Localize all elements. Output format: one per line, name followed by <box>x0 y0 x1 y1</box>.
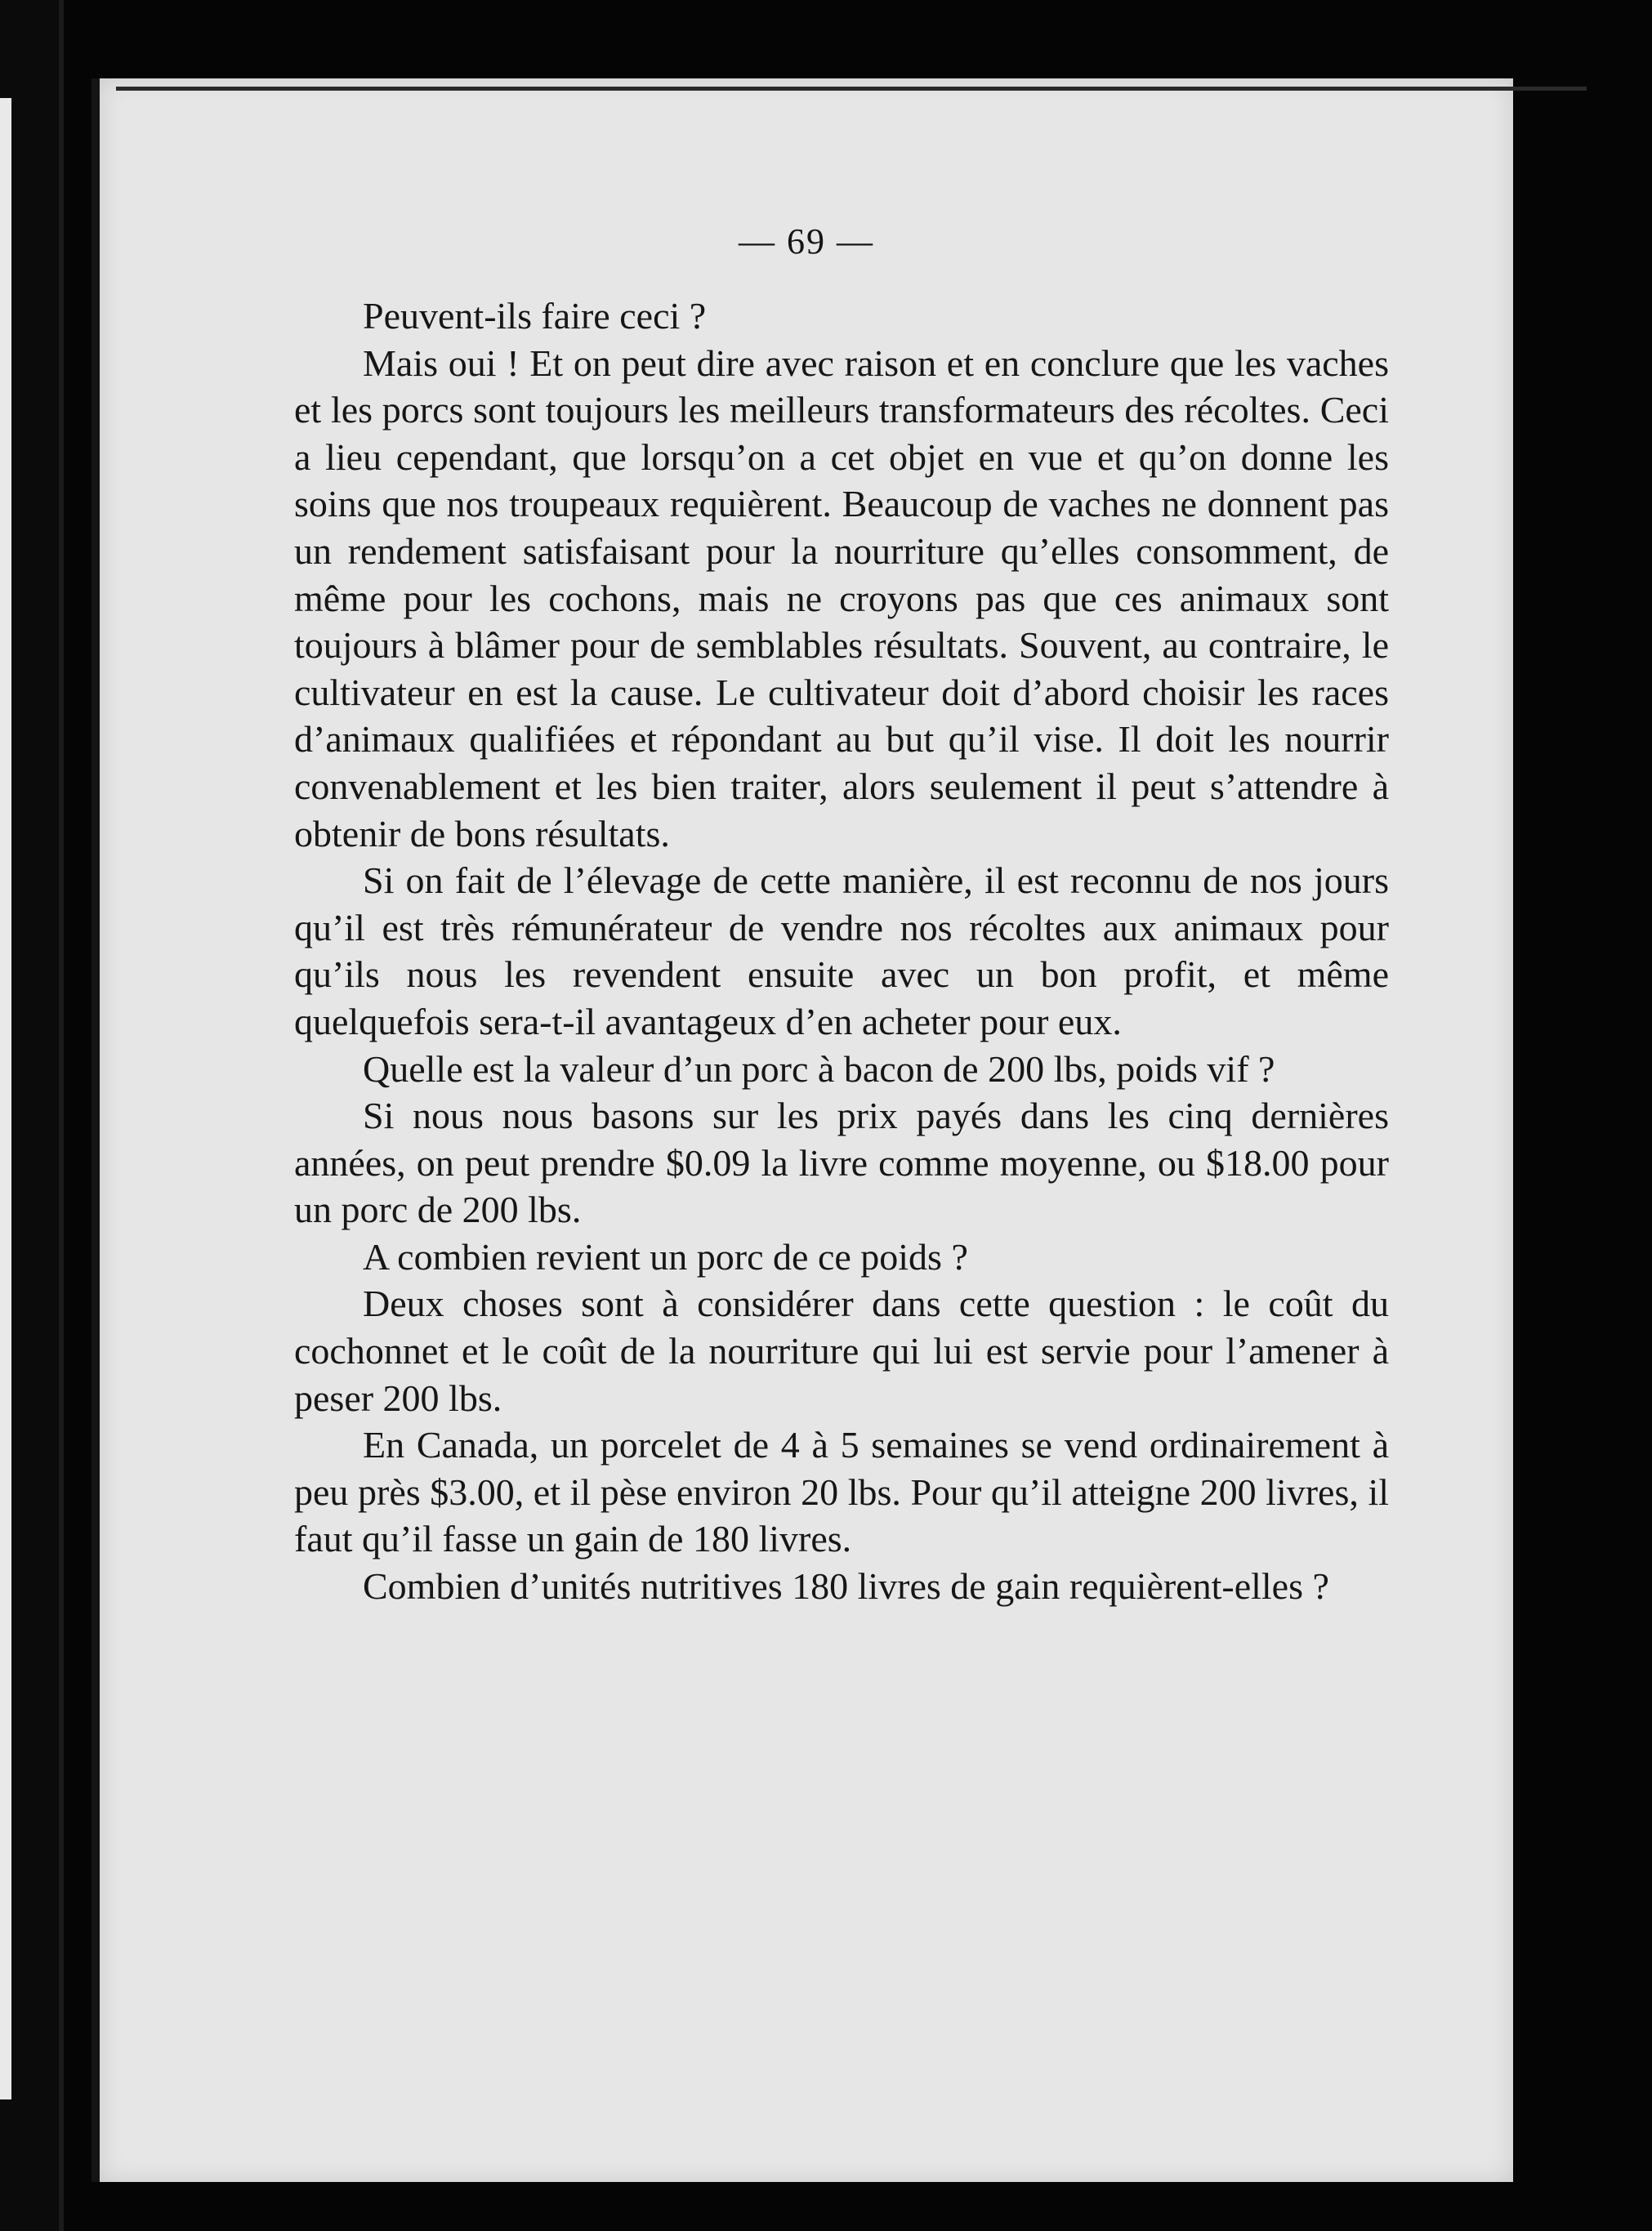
paragraph-3: Si on fait de l’élevage de cette manière, il est reconnu de nos jours qu’il est très rémunérateur de vendre nos récoltes aux animaux pour qu’ils nous les revendent ensuite avec un bon profit, et même quelquefois sera-t-il avantageux d’en acheter pour eux. <box>294 859 1389 1042</box>
paragraph-7: Deux choses sont à considérer dans cette question : le coût du cochonnet et le coût de la nourriture qui lui est servie pour l’amener à peser 200 lbs. <box>294 1283 1389 1419</box>
page-number: — 69 — <box>739 221 874 261</box>
paragraph-2: Mais oui ! Et on peut dire avec raison et en conclure que les vaches et les porcs sont toujours les meilleurs transformateurs des récoltes. Ceci a lieu cependant, que lorsqu’on a cet objet en vue et qu’on donne les soins que nos troupeaux requièrent. Beaucoup de vaches ne donnent pas un rendement satisfaisant pour la nourriture qu’elles consomment, de même pour les cochons, mais ne croyons pas que ces animaux sont toujours à blâmer pour de semblables résultats. Souvent, au contraire, le cultivateur en est la cause. Le cultivateur doit d’abord choisir les races d’animaux qualifiées et répondant au but qu’il vise. Il doit les nourrir convenablement et les bien traiter, alors seulement il peut s’attendre à obtenir de bons résultats. <box>294 341 1389 854</box>
paragraph-4: Quelle est la valeur d’un porc à bacon de 200 lbs, poids vif ? <box>363 1047 1275 1090</box>
adjacent-page-strip <box>0 98 11 2099</box>
adjacent-page-edge <box>0 0 64 2231</box>
paragraph-1: Peuvent-ils faire ceci ? <box>363 295 707 337</box>
page-body <box>294 292 1389 1610</box>
page-top-rule <box>116 87 1587 91</box>
paragraph-8: En Canada, un porcelet de 4 à 5 semaines se vend ordinairement à peu près $3.00, et il pèse environ 20 lbs. Pour qu’il atteigne 200 livres, il faut qu’il fasse un gain de 180 livres. <box>294 1424 1389 1560</box>
paragraph-6: A combien revient un porc de ce poids ? <box>363 1235 968 1278</box>
book-page <box>92 78 1513 2182</box>
paragraph-5: Si nous nous basons sur les prix payés dans les cinq dernières années, on peut prendre $0.09 la livre comme moyenne, ou $18.00 pour un porc de 200 lbs. <box>294 1095 1389 1231</box>
paragraph-9: Combien d’unités nutritives 180 livres de gain requièrent-elles ? <box>363 1565 1329 1608</box>
